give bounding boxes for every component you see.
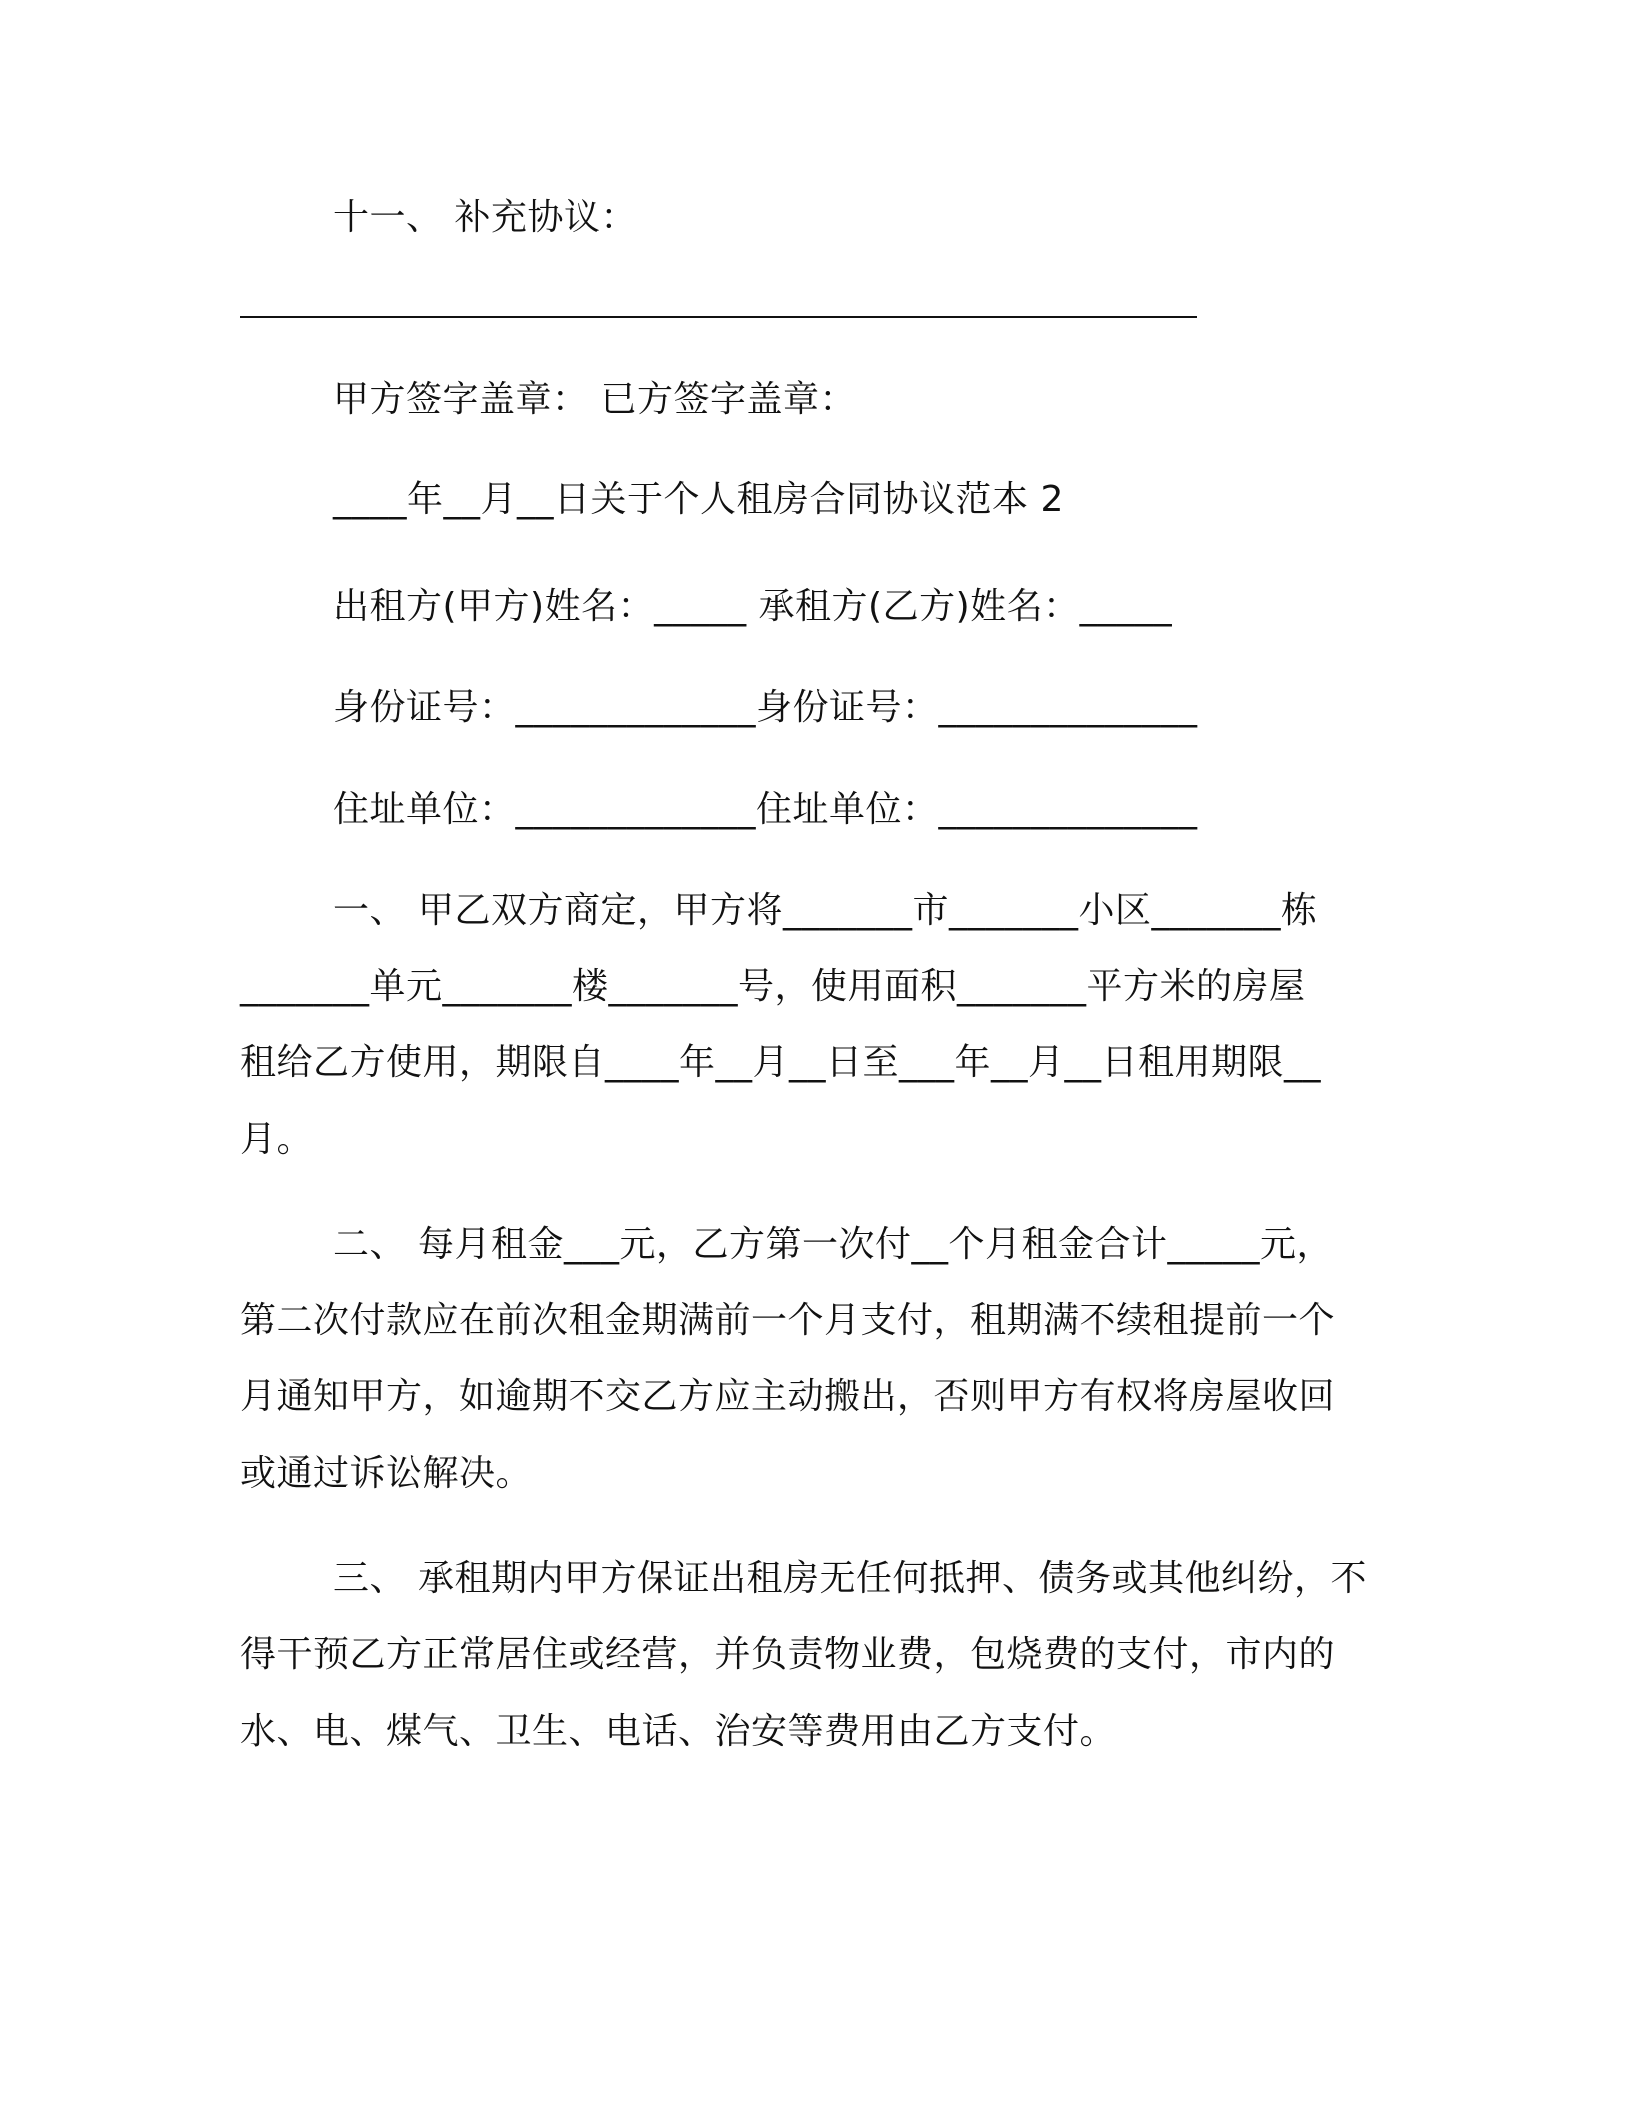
clause-3-line-1: 三、 承租期内甲方保证出租房无任何抵押、债务或其他纠纷，不 [333,1558,1367,1599]
clause-2-line-3: 月通知甲方，如逾期不交乙方应主动搬出，否则甲方有权将房屋收回 [240,1376,1336,1417]
party-names-line: 出租方(甲方)姓名：_____ 承租方(乙方)姓名：_____ [333,586,1173,627]
section-11-heading: 十一、 补充协议： [333,197,637,238]
address-line: 住址单位：_____________住址单位：______________ [333,789,1198,830]
clause-2-line-1: 二、 每月租金___元，乙方第一次付__个月租金合计_____元， [333,1224,1333,1265]
clause-3-line-2: 得干预乙方正常居住或经营，并负责物业费，包烧费的支付，市内的 [240,1634,1336,1675]
clause-1-line-2: _______单元_______楼_______号，使用面积_______平方米的房屋 [240,966,1306,1007]
supplement-blank-line [240,316,1197,318]
clause-1-line-4: 月。 [240,1119,314,1160]
clause-1-line-3: 租给乙方使用，期限自____年__月__日至___年__月__日租用期限__ [240,1042,1322,1083]
clause-2-line-2: 第二次付款应在前次租金期满前一个月支付，租期满不续租提前一个 [240,1300,1336,1341]
clause-3-line-3: 水、电、煤气、卫生、电话、治安等费用由乙方支付。 [240,1711,1117,1752]
clause-1-line-1: 一、 甲乙双方商定，甲方将_______市_______小区_______栋 [333,890,1318,931]
clause-2-line-4: 或通过诉讼解决。 [240,1453,533,1494]
id-number-line: 身份证号：_____________身份证号：______________ [333,687,1198,728]
date-title-line: ____年__月__日关于个人租房合同协议范本 2 [333,479,1064,520]
signature-line: 甲方签字盖章： 已方签字盖章： [333,379,856,420]
